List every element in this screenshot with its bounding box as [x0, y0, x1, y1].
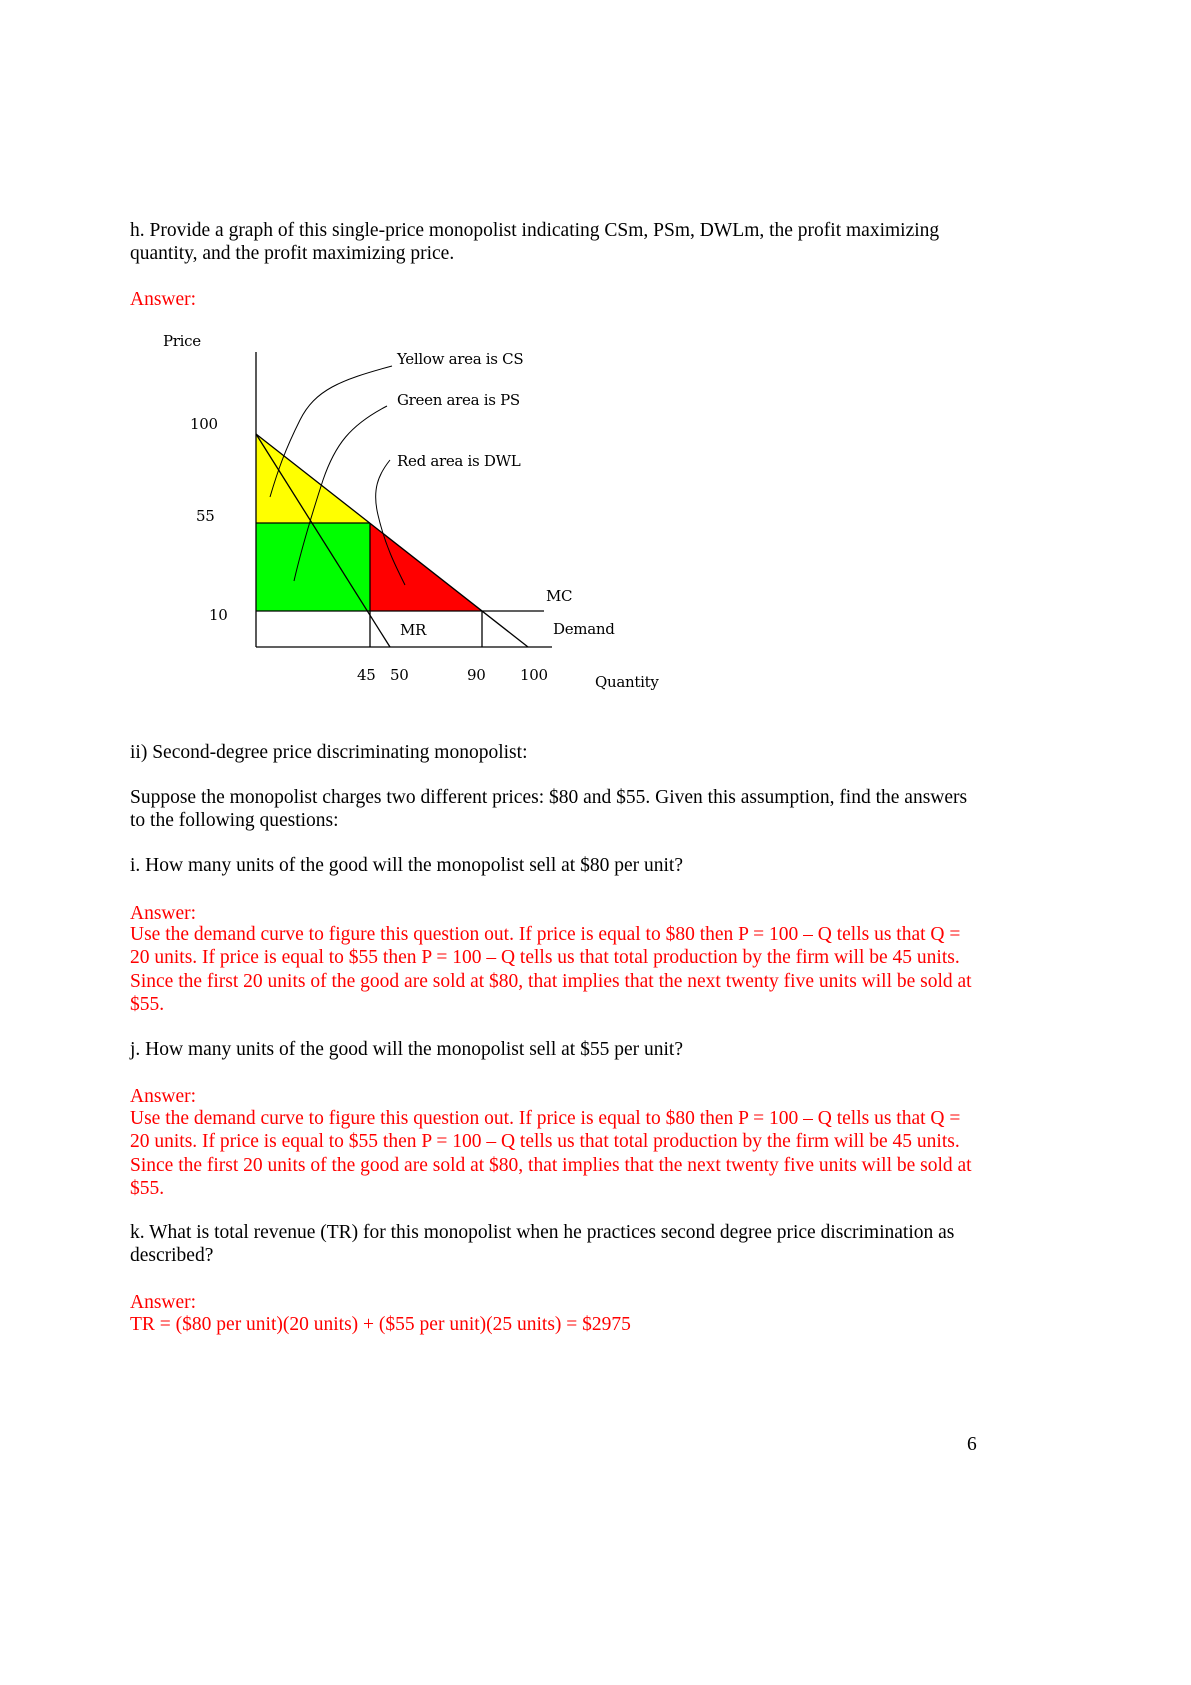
x-tick-50: 50 [390, 666, 409, 684]
mc-label: MC [546, 587, 573, 605]
y-axis-label: Price [163, 332, 201, 350]
x-axis-label: Quantity [595, 673, 659, 691]
ps-annotation: Green area is PS [397, 391, 520, 409]
answer-label-h: Answer: [130, 289, 197, 310]
intro-text: Suppose the monopolist charges two different prices: $80 and $55. Given this assumption, find the answers to the following questions: [130, 787, 968, 832]
answer-label-i: Answer: [130, 903, 197, 924]
section-ii-heading: ii) Second-degree price discriminating monopolist: [130, 742, 528, 763]
answer-k: TR = ($80 per unit)(20 units) + ($55 per unit)(25 units) = $2975 [130, 1314, 631, 1335]
answer-label-k: Answer: [130, 1292, 197, 1313]
question-h: h. Provide a graph of this single-price monopolist indicating CSm, PSm, DWLm, the profit maximizing quantity, and the profit maximizing price. [130, 220, 940, 265]
question-j: j. How many units of the good will the monopolist sell at $55 per unit? [130, 1039, 683, 1060]
mr-label: MR [400, 621, 427, 639]
question-i: i. How many units of the good will the monopolist sell at $80 per unit? [130, 855, 683, 876]
graph-drawing [0, 0, 1191, 760]
ps-area [256, 523, 370, 611]
x-tick-90: 90 [467, 666, 486, 684]
answer-j: Use the demand curve to figure this question out. If price is equal to $80 then P = 100 – Q tells us that Q = 20 units. If price is equal to $55 then P = 100 – Q tells us that total production by the firm will be 45 units. Since the first 20 units of the good are sold at $80, that implies that the next twenty five units will be sold at $55. [130, 1108, 972, 1199]
x-tick-100: 100 [520, 666, 548, 684]
x-tick-45: 45 [357, 666, 376, 684]
page-number: 6 [967, 1434, 977, 1455]
y-tick-10: 10 [209, 606, 228, 624]
cs-annotation: Yellow area is CS [397, 350, 524, 368]
answer-i: Use the demand curve to figure this question out. If price is equal to $80 then P = 100 – Q tells us that Q = 20 units. If price is equal to $55 then P = 100 – Q tells us that total production by the firm will be 45 units. Since the first 20 units of the good are sold at $80, that implies that the next twenty five units will be sold at $55. [130, 924, 972, 1015]
answer-label-j: Answer: [130, 1086, 197, 1107]
question-k: k. What is total revenue (TR) for this monopolist when he practices second degree price discrimination as described? [130, 1222, 955, 1267]
dwl-annotation: Red area is DWL [397, 452, 521, 470]
demand-label: Demand [553, 620, 615, 638]
y-tick-55: 55 [196, 507, 215, 525]
y-tick-100: 100 [190, 415, 218, 433]
